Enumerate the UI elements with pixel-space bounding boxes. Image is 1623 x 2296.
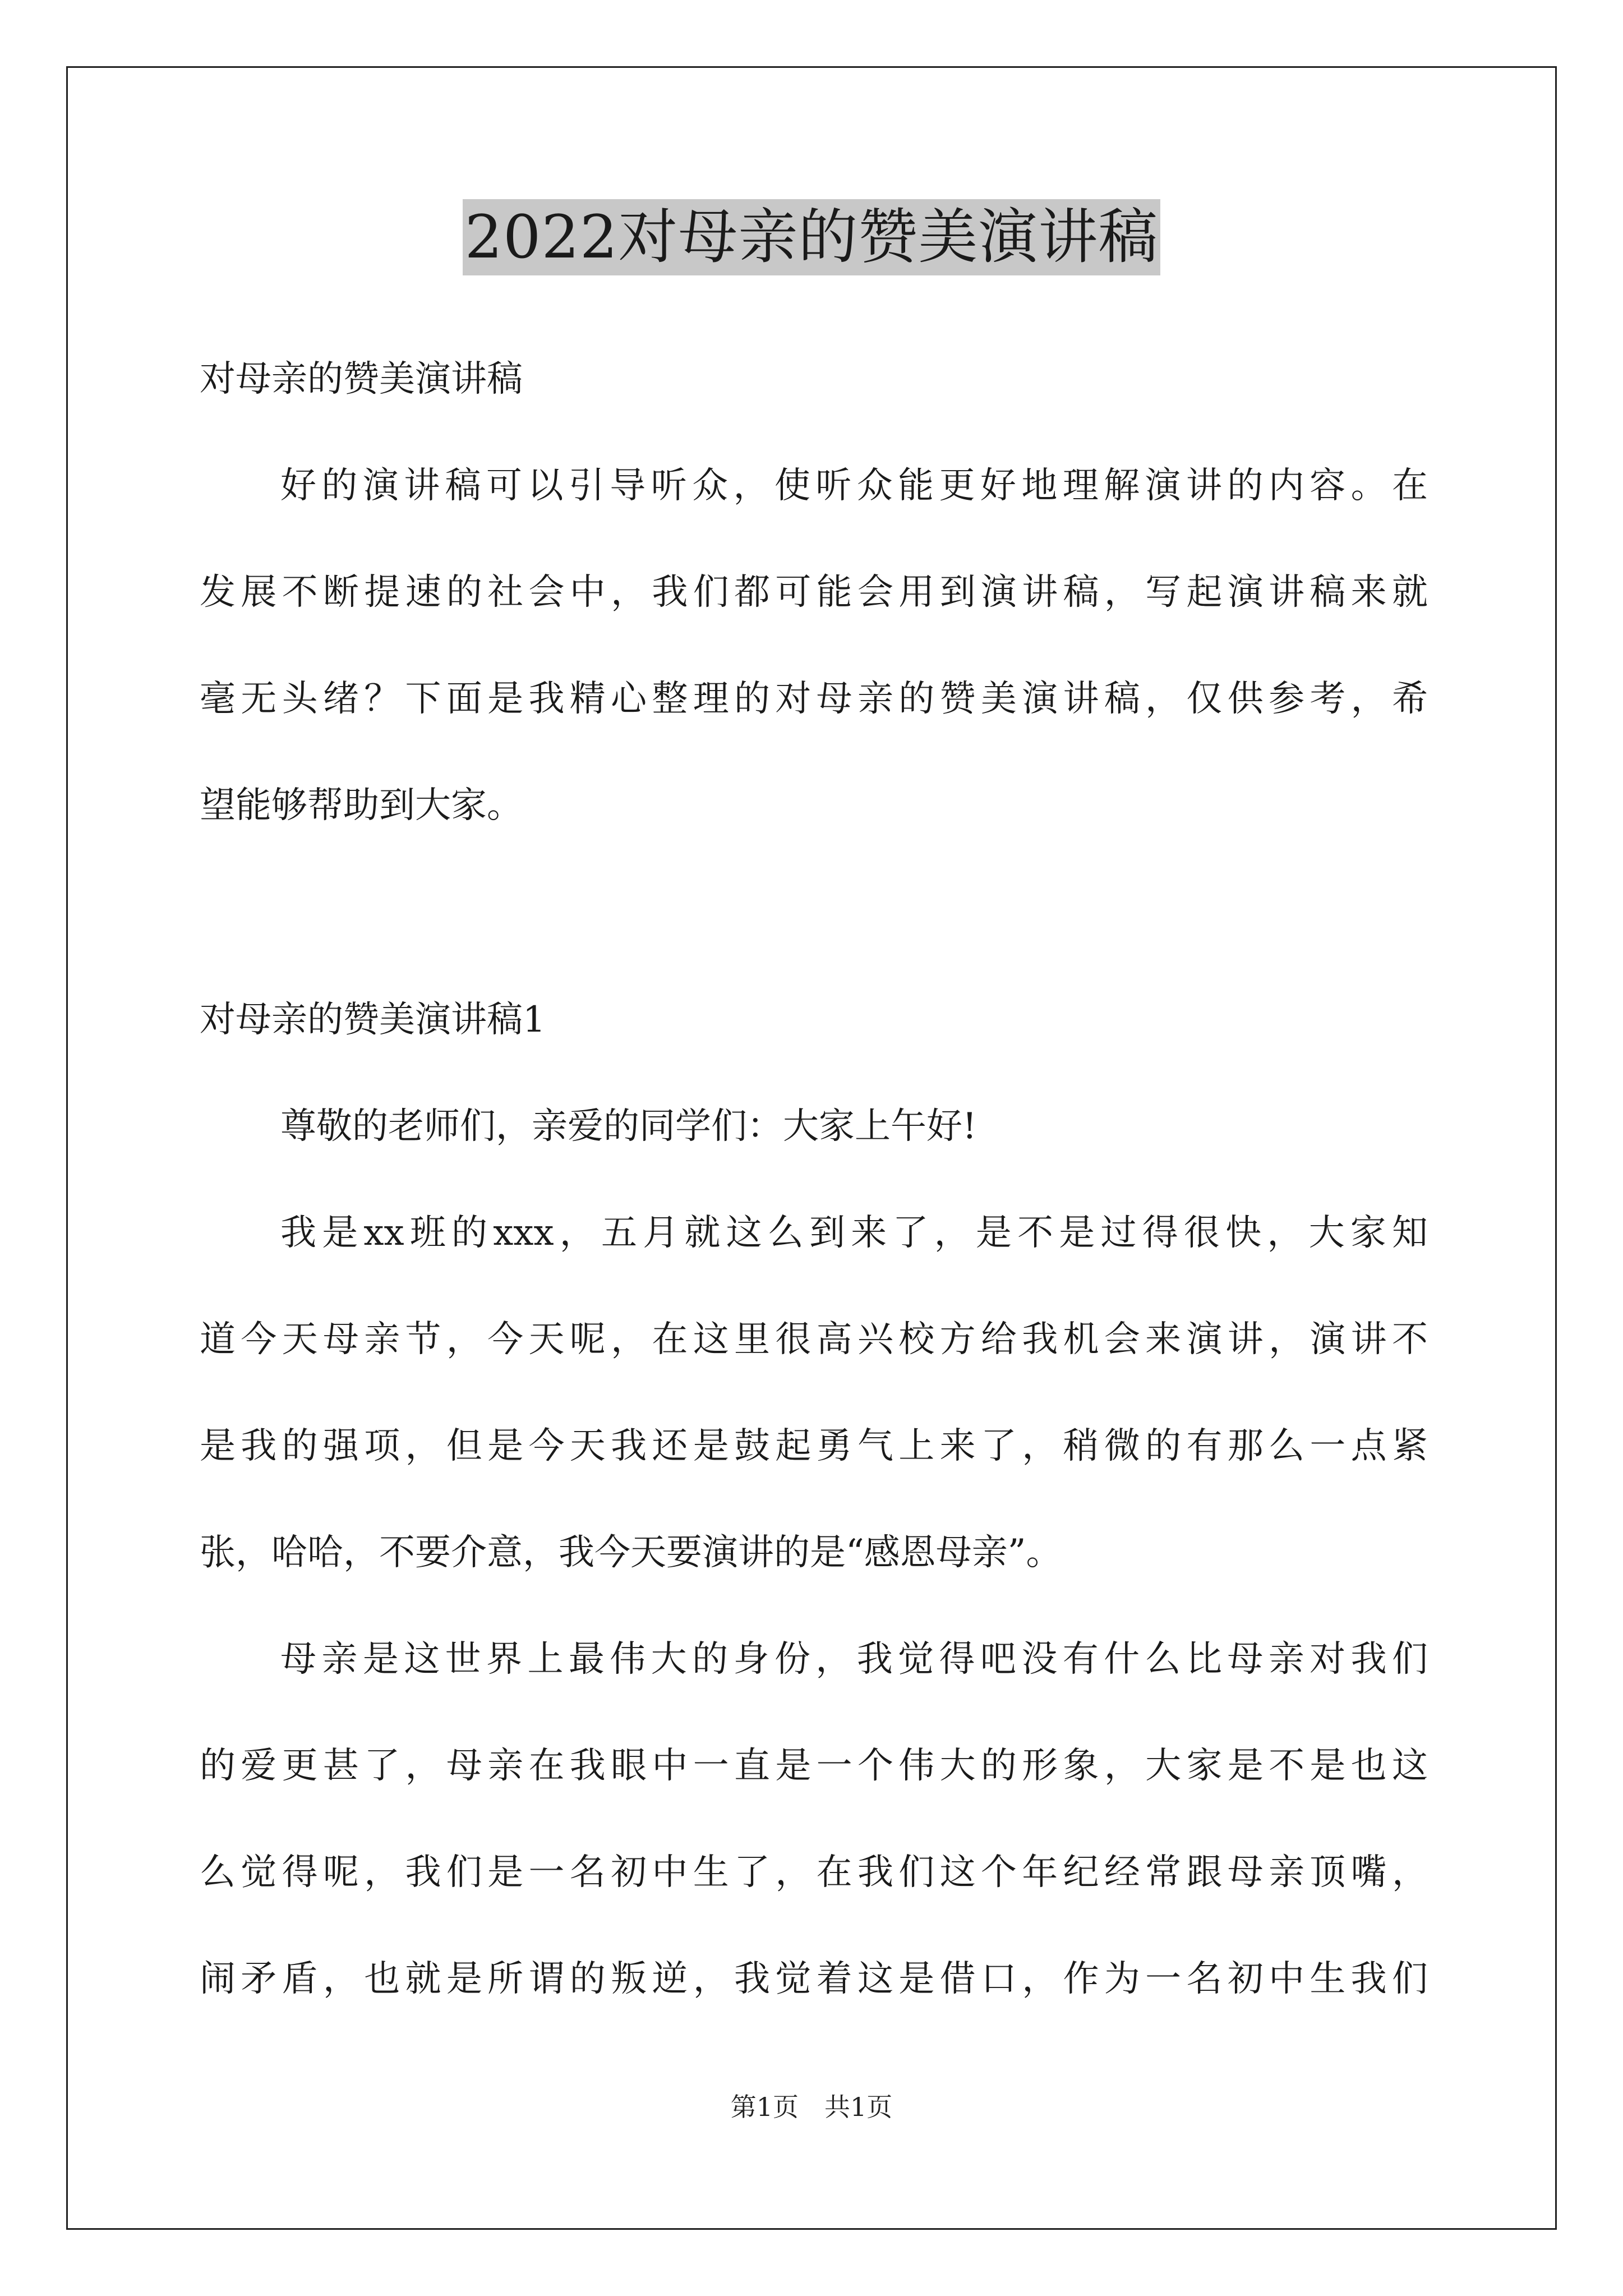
title-container [0, 199, 1623, 275]
paragraph-line: 好的演讲稿可以引导听众，使听众能更好地理解演讲的内容。在 [280, 465, 1428, 507]
paragraph-line: 我是xx班的xxx，五月就这么到来了，是不是过得很快，大家知 [280, 1212, 1428, 1254]
paragraph-line: 是我的强项，但是今天我还是鼓起勇气上来了，稍微的有那么一点紧 [200, 1425, 1428, 1467]
paragraph-line: 么觉得呢，我们是一名初中生了，在我们这个年纪经常跟母亲顶嘴， [200, 1852, 1428, 1893]
paragraph-line: 尊敬的老师们，亲爱的同学们：大家上午好! [280, 1106, 977, 1147]
paragraph-line: 道今天母亲节，今天呢，在这里很高兴校方给我机会来演讲，演讲不 [200, 1319, 1428, 1360]
page-footer: 第1页 共1页 [730, 2092, 893, 2122]
paragraph-line: 发展不断提速的社会中，我们都可能会用到演讲稿，写起演讲稿来就 [200, 572, 1428, 613]
paragraph-line: 闹矛盾，也就是所谓的叛逆，我觉着这是借口，作为一名初中生我们 [200, 1958, 1428, 2000]
paragraph-line: 的爱更甚了，母亲在我眼中一直是一个伟大的形象，大家是不是也这 [200, 1745, 1428, 1787]
section-heading: 对母亲的赞美演讲稿1 [200, 999, 546, 1041]
document-title: 2022对母亲的赞美演讲稿 [463, 199, 1161, 275]
paragraph-line: 望能够帮助到大家。 [200, 785, 523, 826]
paragraph-line: 张，哈哈，不要介意，我今天要演讲的是“感恩母亲”。 [200, 1532, 1062, 1573]
paragraph-line: 毫无头绪？下面是我精心整理的对母亲的赞美演讲稿，仅供参考，希 [200, 678, 1428, 720]
section-heading: 对母亲的赞美演讲稿 [200, 358, 523, 400]
paragraph-line: 母亲是这世界上最伟大的身份，我觉得吧没有什么比母亲对我们 [280, 1639, 1428, 1680]
